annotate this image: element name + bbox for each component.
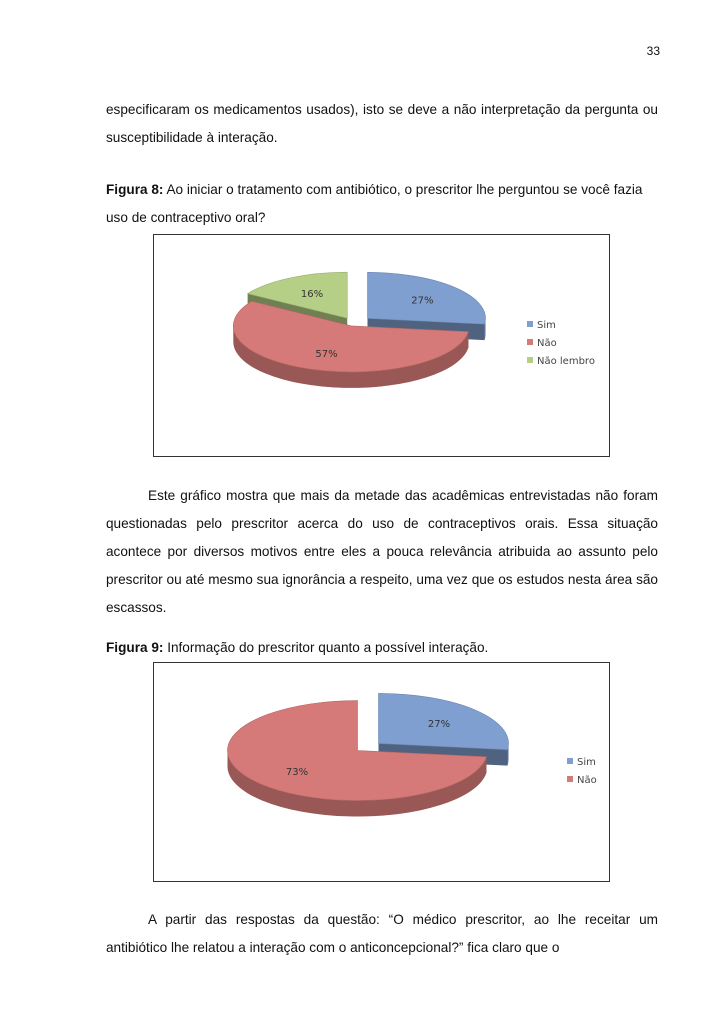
page-number: 33 <box>646 44 660 58</box>
legend-swatch-n-o-lembro <box>527 357 533 363</box>
legend-swatch-n-o <box>567 776 573 782</box>
figure-9-caption <box>106 634 666 662</box>
slice-label-n-o-lembro: 16% <box>300 289 324 301</box>
pie-chart-figure-9 <box>154 663 609 881</box>
slice-label-n-o: 57% <box>315 348 338 360</box>
closing-paragraph <box>106 906 658 962</box>
figure-9-chart <box>153 662 610 882</box>
legend-label-n-o: Não <box>537 338 557 349</box>
legend-label-sim: Sim <box>577 757 596 768</box>
figure-8-text: Ao iniciar o tratamento com antibiótico, o prescritor lhe perguntou se você fazia uso de contraceptivo oral? <box>106 182 643 225</box>
slice-label-sim: 27% <box>411 295 434 307</box>
figure-8-caption <box>106 176 666 232</box>
analysis-text: Este gráfico mostra que mais da metade das acadêmicas entrevistadas não foram questionadas pelo prescritor acerca do uso de contraceptivos orais. Essa situação acontece por diversos motivos entre eles a pouca relevância atribuida ao assunto pelo prescritor ou até mesmo sua ignorância a respeito, uma vez que os estudos nesta área são escassos. <box>106 488 658 615</box>
intro-paragraph: especificaram os medicamentos usados), isto se deve a não interpretação da pergunta ou susceptibilidade à interação. <box>106 102 658 145</box>
figure-9-label: Figura 9: <box>106 640 164 655</box>
slice-label-n-o: 73% <box>285 767 309 779</box>
legend-swatch-sim <box>527 321 533 327</box>
slice-label-sim: 27% <box>427 718 451 730</box>
legend-label-sim: Sim <box>537 320 556 331</box>
figure-9-text: Informação do prescritor quanto a possível interação. <box>167 640 489 655</box>
figure-8-chart <box>153 234 610 457</box>
figure-8-label: Figura 8: <box>106 182 164 197</box>
closing-text: A partir das respostas da questão: “O médico prescritor, ao lhe receitar um antibiótico lhe relatou a interação com o anticoncepcional?” fica claro que o <box>106 912 658 955</box>
legend-label-n-o-lembro: Não lembro <box>537 356 595 367</box>
pie-chart-figure-8 <box>154 235 609 456</box>
legend-swatch-sim <box>567 758 573 764</box>
analysis-paragraph <box>106 482 658 622</box>
legend-label-n-o: Não <box>577 775 597 786</box>
legend-swatch-n-o <box>527 339 533 345</box>
